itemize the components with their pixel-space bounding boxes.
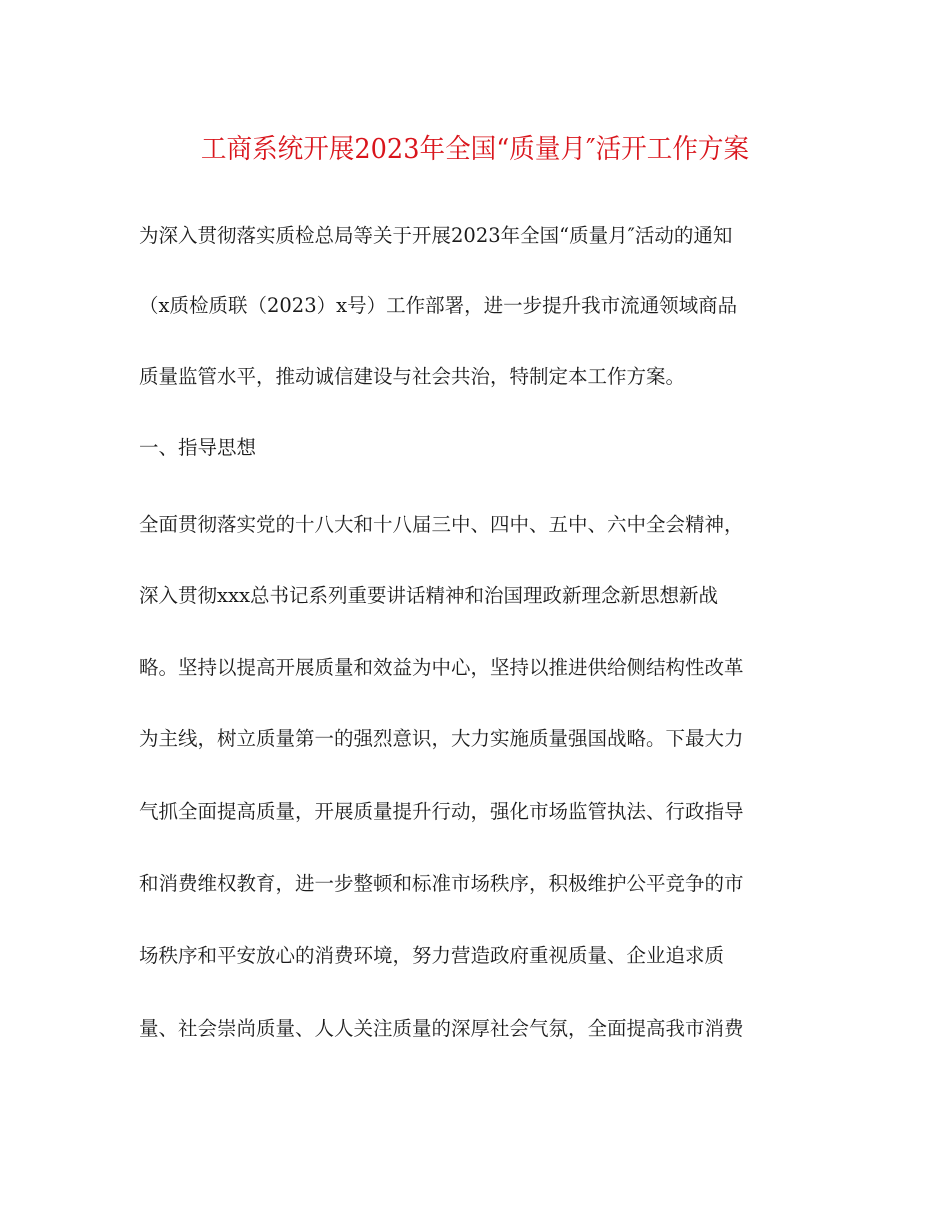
section-heading-1: 一、指导思想 bbox=[139, 436, 257, 459]
body-line-12: 量、社会崇尚质量、人人关注质量的深厚社会气氛，全面提高我市消费 bbox=[139, 1017, 744, 1040]
document-title: 工商系统开展2023年全国“质量月″活开工作方案 bbox=[200, 134, 750, 165]
body-line-7: 略。坚持以提高开展质量和效益为中心，坚持以推进供给侧结构性改革 bbox=[139, 656, 744, 679]
body-line-3: 质量监管水平，推动诚信建设与社会共治，特制定本工作方案。 bbox=[139, 365, 686, 388]
body-line-6: 深入贯彻xxx总书记系列重要讲话精神和治国理政新理念新思想新战 bbox=[139, 584, 718, 607]
body-line-1: 为深入贯彻落实质检总局等关于开展2023年全国“质量月″活动的通知 bbox=[139, 224, 733, 247]
body-line-10: 和消费维权教育，进一步整顿和标准市场秩序，积极维护公平竞争的市 bbox=[139, 872, 744, 895]
body-line-9: 气抓全面提高质量，开展质量提升行动，强化市场监管执法、行政指导 bbox=[139, 800, 744, 823]
body-line-8: 为主线，树立质量第一的强烈意识，大力实施质量强国战略。下最大力 bbox=[139, 727, 744, 750]
body-line-5: 全面贯彻落实党的十八大和十八届三中、四中、五中、六中全会精神， bbox=[139, 513, 744, 536]
body-line-11: 场秩序和平安放心的消费环境，努力营造政府重视质量、企业追求质 bbox=[139, 944, 725, 967]
body-line-2: （x质检质联（2023）x号）工作部署，进一步提升我市流通领域商品 bbox=[139, 294, 738, 317]
